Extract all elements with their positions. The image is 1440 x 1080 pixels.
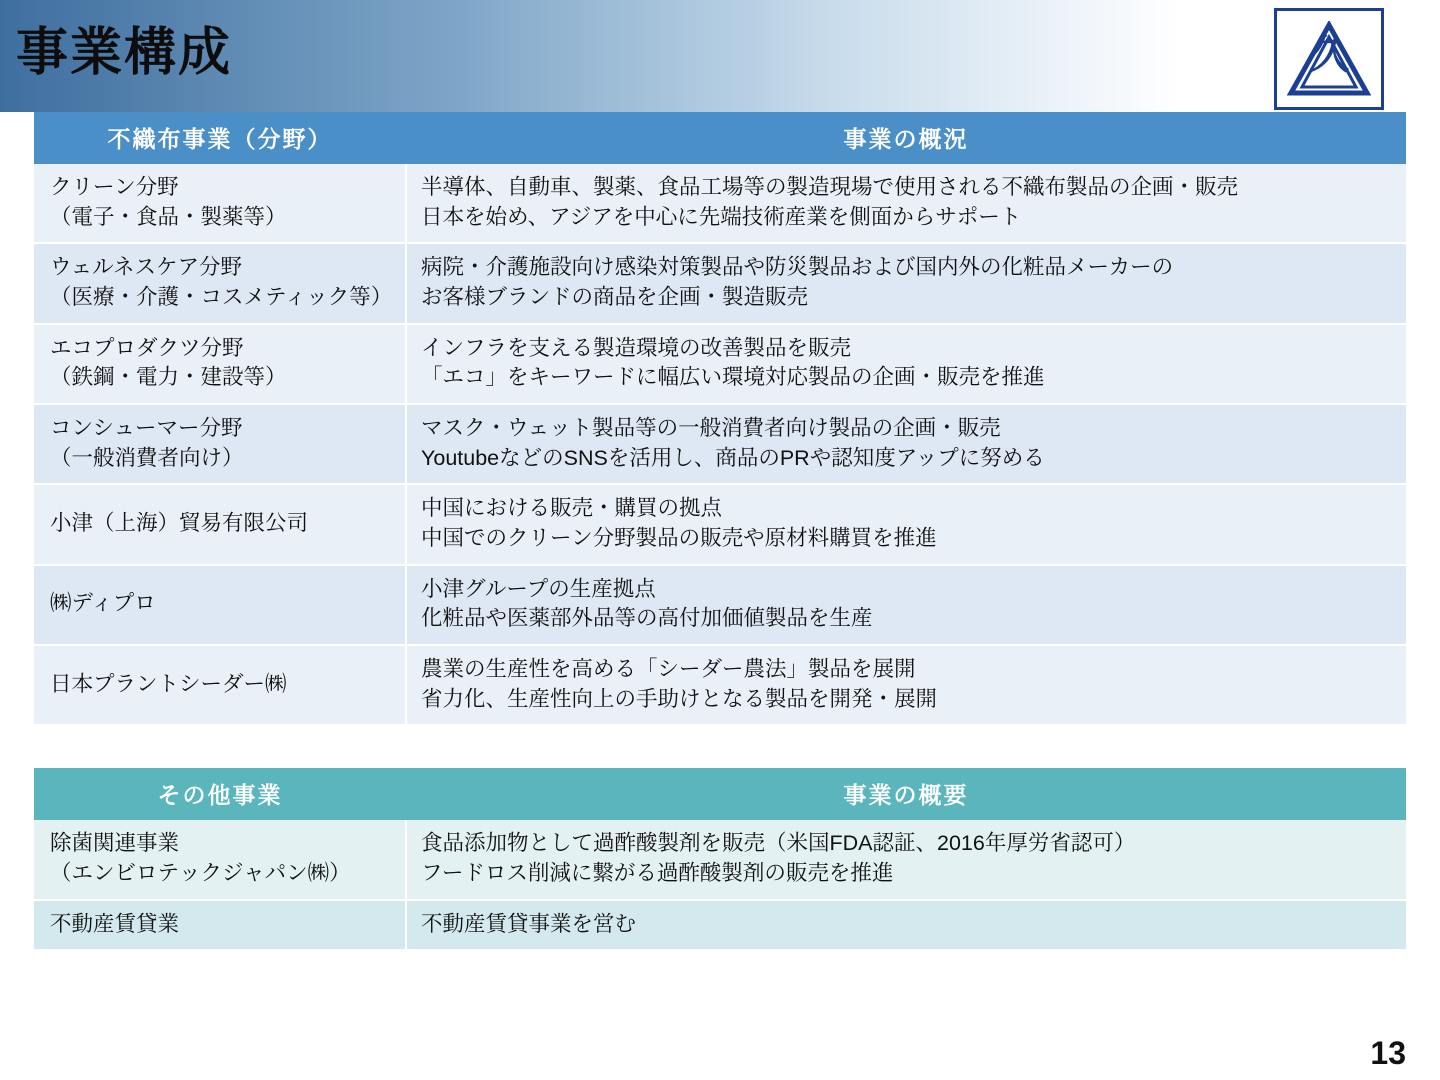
logo-inner <box>1287 21 1371 97</box>
row-category-line2: （鉄鋼・電力・建設等） <box>50 365 287 390</box>
row-category <box>34 820 406 899</box>
row-description-line1: 中国における販売・購買の拠点 <box>421 496 723 521</box>
row-category <box>34 404 406 484</box>
other-business-table <box>34 768 1406 951</box>
column-header-overview: 事業の概況 <box>406 112 1406 164</box>
row-category-line1: 除菌関連事業 <box>50 831 180 856</box>
row-category <box>34 645 406 725</box>
table-row <box>34 565 1406 645</box>
row-description-line1: 病院・介護施設向け感染対策製品や防災製品および国内外の化粧品メーカーの <box>421 255 1174 280</box>
table-header-row <box>34 768 1406 820</box>
page-title: 事業構成 <box>16 24 233 82</box>
row-category-line2: （電子・食品・製薬等） <box>50 204 287 229</box>
row-description <box>406 243 1406 323</box>
row-description-line1: 半導体、自動車、製薬、食品工場等の製造現場で使用される不織布製品の企画・販売 <box>421 175 1239 199</box>
row-description <box>406 404 1406 484</box>
row-category-line1: ウェルネスケア分野 <box>50 255 242 280</box>
company-logo <box>1274 8 1384 110</box>
page-number: 13 <box>1370 1035 1406 1071</box>
logo-character: 久 <box>1309 32 1349 78</box>
table-row <box>34 404 1406 484</box>
row-category-line1: コンシューマー分野 <box>50 415 243 440</box>
row-category-line1: 小津（上海）貿易有限公司 <box>50 511 309 536</box>
row-category <box>34 243 406 323</box>
row-category <box>34 324 406 404</box>
row-description-line2: お客様ブランドの商品を企画・製造販売 <box>421 284 809 309</box>
row-category-line2: （医療・介護・コスメティック等） <box>50 284 393 309</box>
table-spacer <box>0 726 1440 768</box>
table-row <box>34 900 1406 951</box>
row-description-line1: 食品添加物として過酢酸製剤を販売（米国FDA認証、2016年厚労省認可） <box>421 831 1136 856</box>
column-header-category: 不織布事業（分野） <box>34 112 406 164</box>
row-category-line1: ㈱ディプロ <box>50 591 156 616</box>
table-header-row <box>34 112 1406 164</box>
row-category-line1: 不動産賃貸業 <box>50 911 180 936</box>
table-row <box>34 645 1406 725</box>
row-description-line2: 化粧品や医薬部外品等の高付加価値製品を生産 <box>421 606 873 631</box>
row-category <box>34 164 406 243</box>
row-description-line2: 中国でのクリーン分野製品の販売や原材料購買を推進 <box>421 525 937 550</box>
row-description <box>406 645 1406 725</box>
row-description-line1: 小津グループの生産拠点 <box>421 576 656 601</box>
table-row <box>34 243 1406 323</box>
row-category <box>34 565 406 645</box>
row-description <box>406 565 1406 645</box>
row-category-line2: （一般消費者向け） <box>50 445 244 470</box>
nonwoven-business-table <box>34 112 1406 726</box>
row-description-line1: 不動産賃貸事業を営む <box>421 911 637 936</box>
row-description <box>406 164 1406 243</box>
row-category-line1: エコプロダクツ分野 <box>50 335 244 360</box>
row-description-line1: インフラを支える製造環境の改善製品を販売 <box>421 335 852 360</box>
slide-header <box>0 0 1440 112</box>
row-description <box>406 484 1406 564</box>
table-row <box>34 324 1406 404</box>
table-row <box>34 484 1406 564</box>
row-category-line1: クリーン分野 <box>50 175 179 199</box>
row-category-line2: （エンビロテックジャパン㈱） <box>50 860 351 885</box>
row-description-line1: 農業の生産性を高める「シーダー農法」製品を展開 <box>421 656 916 681</box>
column-header-overview: 事業の概要 <box>406 768 1406 820</box>
row-category <box>34 900 406 951</box>
row-description <box>406 324 1406 404</box>
table-row <box>34 164 1406 243</box>
row-description-line2: 省力化、生産性向上の手助けとなる製品を開発・展開 <box>421 686 938 711</box>
row-description <box>406 820 1406 899</box>
row-description-line2: 「エコ」をキーワードに幅広い環境対応製品の企画・販売を推進 <box>421 365 1045 390</box>
row-description-line1: マスク・ウェット製品等の一般消費者向け製品の企画・販売 <box>421 415 1001 440</box>
column-header-category: その他事業 <box>34 768 406 820</box>
table-row <box>34 820 1406 899</box>
row-category-line1: 日本プラントシーダー㈱ <box>50 671 287 696</box>
row-description-line2: YoutubeなどのSNSを活用し、商品のPRや認知度アップに努める <box>421 445 1045 470</box>
row-category <box>34 484 406 564</box>
row-description <box>406 900 1406 951</box>
other-table-wrapper <box>34 768 1406 951</box>
nonwoven-table-wrapper <box>34 112 1406 726</box>
row-description-line2: 日本を始め、アジアを中心に先端技術産業を側面からサポート <box>421 204 1022 229</box>
row-description-line2: フードロス削減に繋がる過酢酸製剤の販売を推進 <box>421 860 894 885</box>
